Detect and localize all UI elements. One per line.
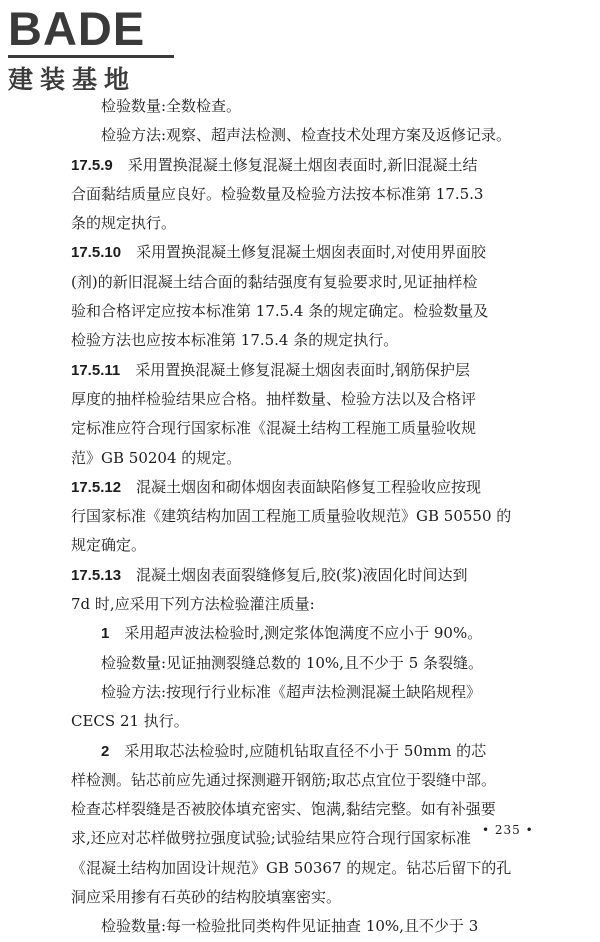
text-line (71, 121, 549, 150)
text-line (71, 414, 549, 443)
line-text: 验和合格评定应按本标准第 17.5.4 条的规定确定。检验数量及 (71, 302, 489, 321)
line-text: 检验数量:全数检查。 (101, 97, 242, 115)
line-text: 采用取芯法检验时,应随机钻取直径不小于 50mm 的芯 (124, 741, 487, 760)
line-text: 合面黏结质量应良好。检验数量及检验方法按本标准第 17.5.3 (71, 184, 484, 203)
text-line (71, 268, 549, 297)
line-text: 采用超声波法检验时,测定浆体饱满度不应小于 90%。 (124, 624, 483, 643)
line-text: 求,还应对芯样做劈拉强度试验;试验结果应符合现行国家标准 (71, 829, 471, 848)
line-text: CECS 21 执行。 (71, 712, 189, 731)
clause-line (71, 561, 549, 590)
logo-underline (8, 55, 174, 58)
line-text: 范》GB 50204 的规定。 (71, 448, 242, 467)
text-line (71, 590, 549, 619)
line-text: 《混凝土结构加固设计规范》GB 50367 的规定。钻芯后留下的孔 (71, 858, 512, 877)
clause-number: 17.5.9 (71, 156, 113, 174)
clause-number: 2 (101, 742, 110, 760)
text-line (71, 385, 549, 414)
clause-line (71, 737, 549, 766)
line-text: 行国家标准《建筑结构加固工程施工质量验收规范》GB 50550 的 (71, 507, 512, 526)
line-text: 条的规定执行。 (71, 214, 177, 233)
line-text: 定标准应符合现行国家标准《混凝土结构工程施工质量验收规 (71, 419, 477, 438)
text-line (71, 678, 549, 707)
document-body (71, 92, 549, 942)
line-text: 样检测。钻芯前应先通过探测避开钢筋;取芯点宜位于裂缝中部。 (71, 770, 497, 789)
text-line (71, 795, 549, 824)
clause-line (71, 356, 549, 385)
text-line (71, 297, 549, 326)
line-text: 检验方法也应按本标准第 17.5.4 条的规定执行。 (71, 331, 399, 350)
line-text: 厚度的抽样检验结果应合格。抽样数量、检验方法以及合格评 (71, 389, 477, 408)
line-text: 检验数量:每一检验批同类构件见证抽查 10%,且不少于 3 (101, 917, 479, 936)
line-text: 检查芯样裂缝是否被胶体填充密实、饱满,黏结完整。如有补强要 (71, 800, 496, 819)
text-line (71, 649, 549, 678)
line-text: 采用置换混凝土修复混凝土烟囱表面时,对使用界面胶 (136, 243, 486, 262)
line-text: 7d 时,应采用下列方法检验灌注质量: (71, 595, 315, 614)
line-text: 采用置换混凝土修复混凝土烟囱表面时,钢筋保护层 (135, 360, 470, 379)
logo-subtitle: 建装基地 (8, 65, 137, 94)
clause-line (71, 151, 549, 180)
text-line (71, 502, 549, 531)
text-line (71, 326, 549, 355)
line-text: 检验方法:按现行行业标准《超声法检测混凝土缺陷规程》 (101, 682, 482, 701)
line-text: 规定确定。 (71, 536, 147, 555)
text-line (71, 209, 549, 238)
line-text: 检验方法:观察、超声法检测、检查技术处理方案及返修记录。 (101, 126, 512, 145)
clause-number: 17.5.13 (71, 566, 122, 584)
page-number: • 235 • (482, 823, 534, 837)
text-line (71, 707, 549, 736)
line-text: 洞应采用掺有石英砂的结构胶填塞密实。 (71, 888, 342, 907)
line-text: 检验数量:见证抽测裂缝总数的 10%,且不少于 5 条裂缝。 (101, 653, 484, 672)
clause-number: 1 (101, 625, 110, 643)
logo-brand-text: BADE (8, 2, 146, 55)
bade-logo (8, 4, 178, 92)
clause-line (71, 238, 549, 267)
text-line (71, 766, 549, 795)
text-line (71, 180, 549, 209)
clause-number: 17.5.12 (71, 478, 122, 496)
text-line (71, 883, 549, 912)
line-text: 混凝土烟囱表面裂缝修复后,胶(浆)液固化时间达到 (136, 565, 468, 584)
clause-number: 17.5.10 (71, 244, 122, 262)
clause-line (71, 473, 549, 502)
text-line (71, 824, 549, 853)
line-text: 混凝土烟囱和砌体烟囱表面缺陷修复工程验收应按现 (136, 477, 482, 496)
clause-number: 17.5.11 (71, 361, 121, 379)
text-line (71, 912, 549, 941)
clause-line (71, 619, 549, 648)
text-line (71, 92, 549, 121)
text-line (71, 854, 549, 883)
line-text: 采用置换混凝土修复混凝土烟囱表面时,新旧混凝土结 (127, 155, 478, 174)
text-line (71, 531, 549, 560)
line-text: (剂)的新旧混凝土结合面的黏结强度有复验要求时,见证抽样检 (71, 272, 478, 291)
text-line (71, 444, 549, 473)
